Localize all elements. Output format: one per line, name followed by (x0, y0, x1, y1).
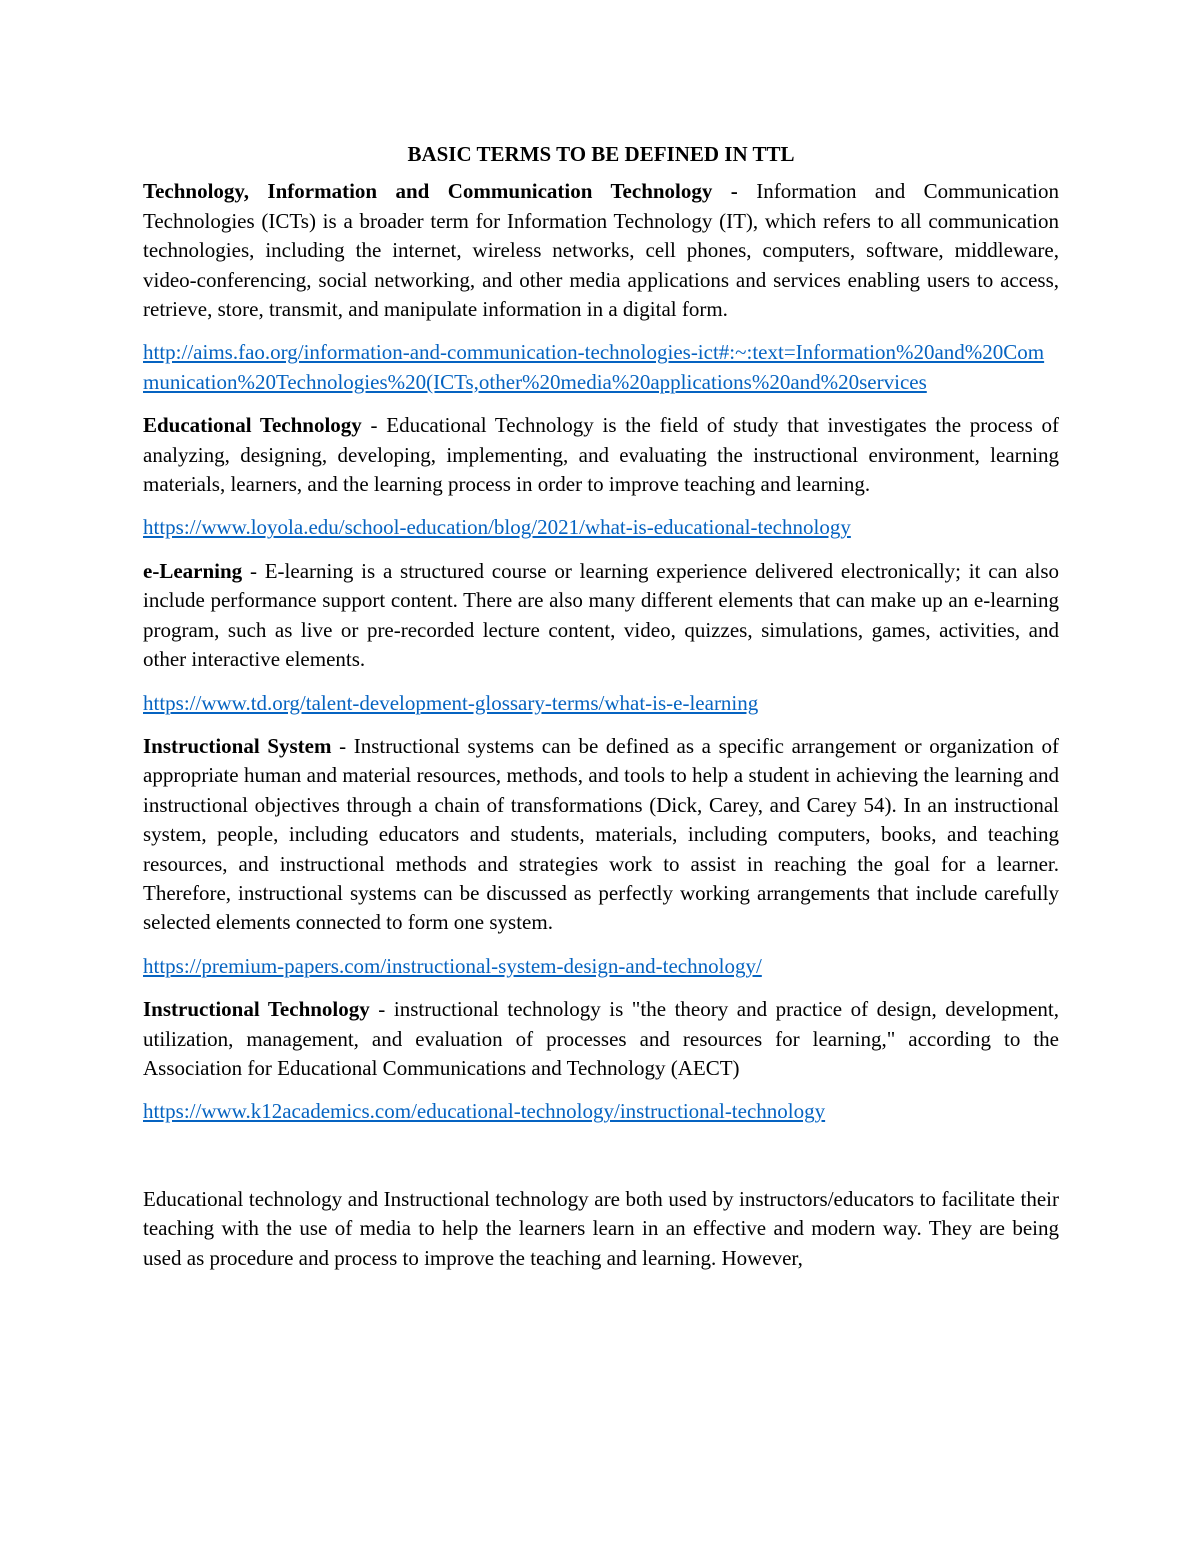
term-separator: - (712, 179, 757, 204)
reference-link[interactable]: https://www.loyola.edu/school-education/blog/2021/what-is-educational-technology (143, 515, 851, 540)
term-separator: - (369, 997, 394, 1022)
term-heading: Instructional System (143, 733, 332, 758)
term-separator: - (331, 733, 354, 758)
reference-link[interactable]: http://aims.fao.org/information-and-communication-technologies-ict#:~:text=Information%20and%20Communication%20Technologies%20(ICTs,other%20media%20applications%20and%20services (143, 340, 1045, 394)
reference-link-row (143, 1097, 1059, 1126)
document-title: BASIC TERMS TO BE DEFINED IN TTL (407, 142, 795, 166)
definition-paragraph (143, 177, 1059, 324)
reference-link-row (143, 689, 1059, 718)
term-heading: e-Learning (143, 558, 243, 583)
term-heading: Technology, Information and Communication Technology (143, 179, 713, 204)
document-page (143, 140, 1059, 1273)
definition-text: E-learning is a structured course or learning experience delivered electronically; it can also include performance support content. There are also many different elements that can make up an e-learning program, such as live or pre-recorded lecture content, video, quizzes, simulations, games, activities, and other interactive elements. (143, 558, 1060, 672)
reference-link-row (143, 952, 1059, 981)
definition-text: Instructional systems can be defined as a specific arrangement or organization of appropriate human and material resources, methods, and tools to help a student in achieving the learning and instructional objectives through a chain of transformations (Dick, Carey, and Carey 54). In an instructional system, people, including educators and students, materials, including computers, books, and teaching resources, and instructional methods and strategies work to assist in reaching the goal for a learner. Therefore, instructional systems can be discussed as perfectly working arrangements that include carefully selected elements connected to form one system. (143, 733, 1059, 935)
term-heading: Educational Technology (143, 413, 362, 438)
definition-text: Educational Technology is the field of study that investigates the process of analyzing, designing, developing, implementing, and evaluating the instructional environment, learning materials, learners, and the learning process in order to improve teaching and learning. (143, 413, 1059, 497)
definition-paragraph (143, 411, 1059, 499)
closing-paragraph: Educational technology and Instructional technology are both used by instructors/educators to facilitate their teaching with the use of media to help the learners learn in an effective and modern way. They are being used as procedure and process to improve the teaching and learning. However, (143, 1186, 1059, 1270)
definition-paragraph (143, 732, 1059, 938)
definition-paragraph (143, 557, 1059, 675)
definition-text: instructional technology is "the theory and practice of design, development, utilization, management, and evaluation of processes and resources for learning," according to the Association for Educational Communications and Technology (AECT) (143, 997, 1059, 1080)
reference-link[interactable]: https://www.td.org/talent-development-glossary-terms/what-is-e-learning (143, 690, 759, 715)
term-separator: - (242, 558, 265, 583)
reference-link[interactable]: https://www.k12academics.com/educational-technology/instructional-technology (143, 1099, 826, 1124)
term-separator: - (361, 413, 387, 438)
term-heading: Instructional Technology (143, 997, 370, 1022)
reference-link-row (143, 513, 1059, 542)
reference-link-row (143, 338, 1059, 397)
definition-paragraph (143, 995, 1059, 1083)
reference-link[interactable]: https://premium-papers.com/instructional-system-design-and-technology/ (143, 953, 762, 978)
definition-text: Information and Communication Technologies (ICTs) is a broader term for Information Technology (IT), which refers to all communication technologies, including the internet, wireless networks, cell phones, computers, software, middleware, video-conferencing, social networking, and other media applications and services enabling users to access, retrieve, store, transmit, and manipulate information in a digital form. (143, 179, 1059, 322)
